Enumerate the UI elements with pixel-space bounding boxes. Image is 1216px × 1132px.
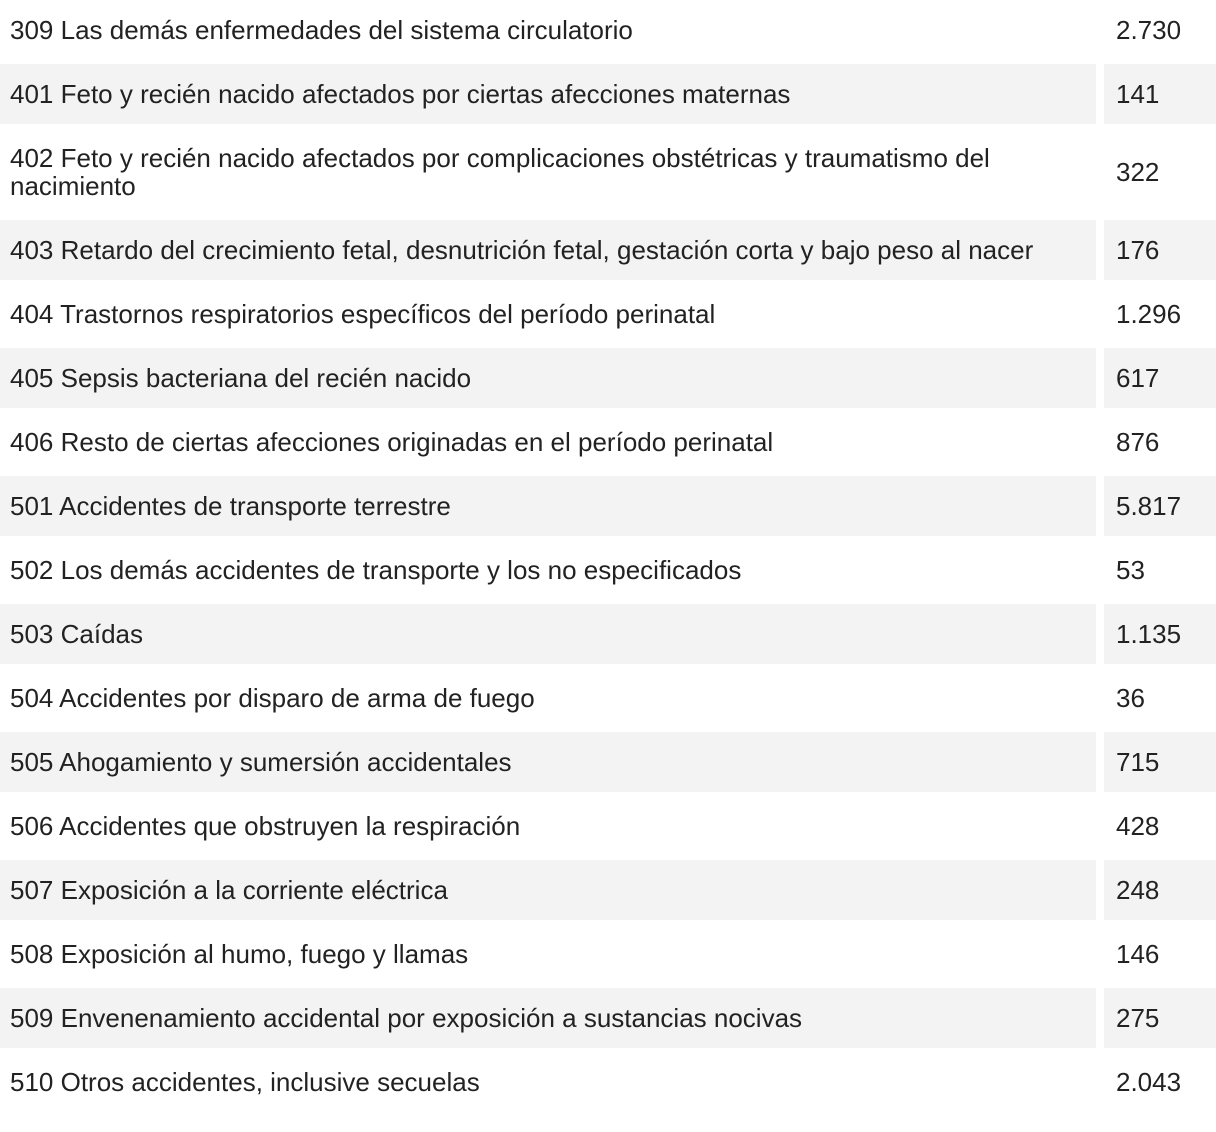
table-row xyxy=(0,0,1216,60)
cause-description: 507 Exposición a la corriente eléctrica xyxy=(0,860,1096,920)
cause-description: 501 Accidentes de transporte terrestre xyxy=(0,476,1096,536)
cause-description: 504 Accidentes por disparo de arma de fuego xyxy=(10,683,535,713)
cause-value: 1.296 xyxy=(1116,299,1182,329)
cause-value: 2.043 xyxy=(1116,1067,1182,1097)
cause-value: 53 xyxy=(1116,555,1145,585)
table-row xyxy=(0,128,1216,216)
table-row xyxy=(0,732,1216,792)
cause-description: 406 Resto de ciertas afecciones originadas en el período perinatal xyxy=(10,427,774,457)
cause-description: 503 Caídas xyxy=(0,604,1096,664)
cause-description: 401 Feto y recién nacido afectados por ciertas afecciones maternas xyxy=(0,64,1096,124)
table-row xyxy=(0,988,1216,1048)
table-row xyxy=(0,604,1216,664)
table-row xyxy=(0,412,1216,472)
cause-description: 402 Feto y recién nacido afectados por complicaciones obstétricas y traumatismo del nacimiento xyxy=(10,143,990,201)
cause-value: 322 xyxy=(1116,157,1160,187)
cause-description: 506 Accidentes que obstruyen la respiración xyxy=(10,811,521,841)
cause-value: 176 xyxy=(1104,220,1216,280)
table-row xyxy=(0,540,1216,600)
table-row xyxy=(0,796,1216,856)
table-row xyxy=(0,476,1216,536)
cause-description: 508 Exposición al humo, fuego y llamas xyxy=(10,939,469,969)
cause-description: 505 Ahogamiento y sumersión accidentales xyxy=(0,732,1096,792)
table-row xyxy=(0,924,1216,984)
table-row xyxy=(0,220,1216,280)
cause-value: 617 xyxy=(1104,348,1216,408)
cause-description: 405 Sepsis bacteriana del recién nacido xyxy=(0,348,1096,408)
cause-value: 5.817 xyxy=(1104,476,1216,536)
table-row xyxy=(0,284,1216,344)
cause-description: 404 Trastornos respiratorios específicos del período perinatal xyxy=(10,299,716,329)
cause-description: 403 Retardo del crecimiento fetal, desnutrición fetal, gestación corta y bajo peso al nacer xyxy=(0,220,1096,280)
cause-value: 715 xyxy=(1104,732,1216,792)
cause-value: 1.135 xyxy=(1104,604,1216,664)
cause-value: 275 xyxy=(1104,988,1216,1048)
cause-description: 502 Los demás accidentes de transporte y los no especificados xyxy=(10,555,742,585)
cause-description: 309 Las demás enfermedades del sistema circulatorio xyxy=(10,15,633,45)
cause-value: 428 xyxy=(1116,811,1160,841)
cause-value: 141 xyxy=(1104,64,1216,124)
cause-value: 36 xyxy=(1116,683,1145,713)
table-row xyxy=(0,348,1216,408)
cause-description: 510 Otros accidentes, inclusive secuelas xyxy=(10,1067,480,1097)
table-row xyxy=(0,668,1216,728)
cause-value: 2.730 xyxy=(1116,15,1182,45)
cause-description: 509 Envenenamiento accidental por exposición a sustancias nocivas xyxy=(0,988,1096,1048)
cause-value: 876 xyxy=(1116,427,1160,457)
cause-value: 146 xyxy=(1116,939,1160,969)
cause-value: 248 xyxy=(1104,860,1216,920)
table-row xyxy=(0,860,1216,920)
table-row xyxy=(0,64,1216,124)
table-row xyxy=(0,1052,1216,1112)
